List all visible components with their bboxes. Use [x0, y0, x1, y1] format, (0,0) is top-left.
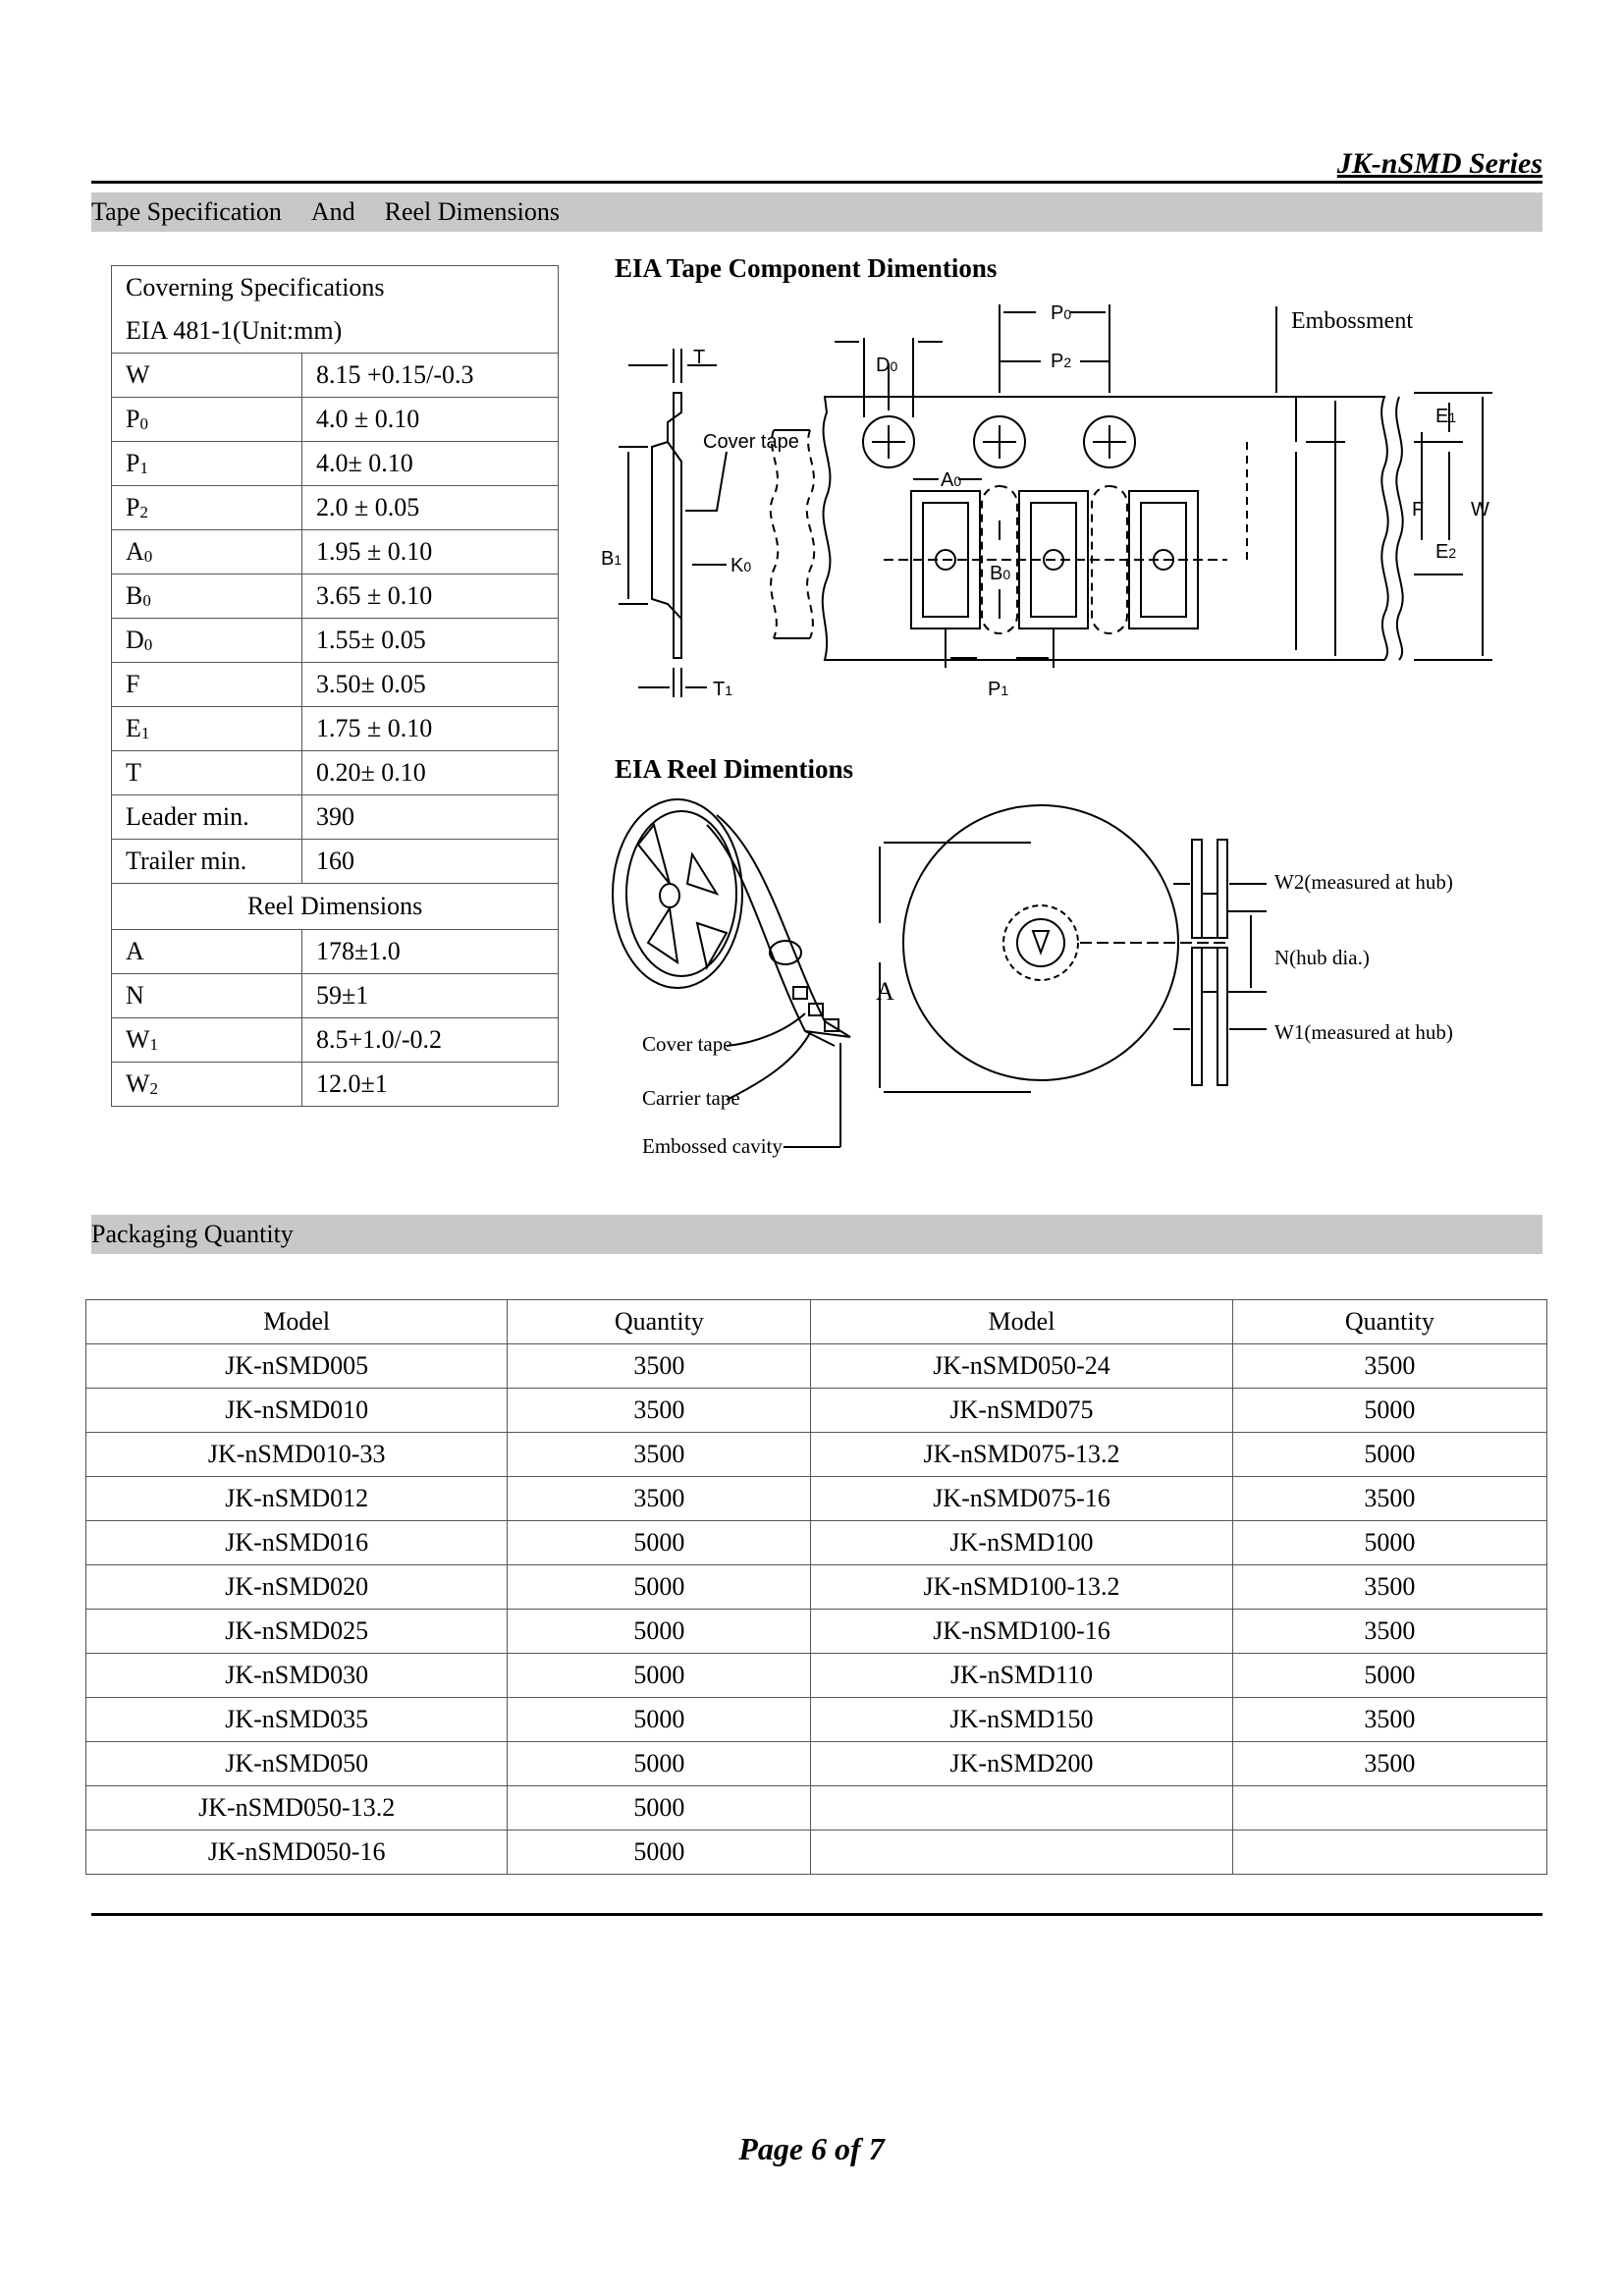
- quantity-cell: 3500: [1232, 1610, 1546, 1654]
- spec-param: F: [126, 670, 140, 698]
- tape-label-E2: E: [1435, 541, 1449, 563]
- model-cell: JK-nSMD005: [86, 1344, 508, 1389]
- svg-text:P0: [1051, 302, 1071, 324]
- model-cell: JK-nSMD050-24: [811, 1344, 1232, 1389]
- spec-param-cell: [112, 707, 302, 751]
- spec-param: N: [126, 981, 144, 1010]
- quantity-cell: 3500: [508, 1344, 811, 1389]
- spec-row: [112, 840, 559, 884]
- series-title: JK-nSMD Series: [1336, 147, 1542, 180]
- spec-param-cell: [112, 930, 302, 974]
- spec-row: [112, 751, 559, 795]
- quantity-cell: 5000: [508, 1654, 811, 1698]
- spec-param: A: [126, 937, 144, 965]
- spec-param: D: [126, 626, 144, 654]
- spec-value: 4.0± 0.10: [302, 442, 559, 486]
- tape-label-D0: D: [876, 355, 891, 376]
- model-cell: JK-nSMD050-16: [86, 1831, 508, 1875]
- reel-row: [112, 1063, 559, 1107]
- spec-param-cell: [112, 442, 302, 486]
- model-cell: [811, 1831, 1232, 1875]
- model-cell: JK-nSMD150: [811, 1698, 1232, 1742]
- spec-row: [112, 619, 559, 663]
- spec-param-sub: 2: [149, 1079, 159, 1098]
- page-number: Page 6 of 7: [738, 2131, 885, 2166]
- reel-label-cover-tape: Cover tape: [642, 1032, 732, 1056]
- tape-diagram: [599, 295, 1522, 707]
- tape-label-K0: K: [730, 555, 744, 576]
- spec-param: T: [126, 758, 141, 787]
- model-cell: JK-nSMD075: [811, 1389, 1232, 1433]
- spec-row: [112, 354, 559, 398]
- spec-param: A: [126, 537, 144, 566]
- quantity-cell: 5000: [508, 1831, 811, 1875]
- spec-value: 2.0 ± 0.05: [302, 486, 559, 530]
- spec-param-sub: 1: [140, 724, 150, 742]
- section-title-part1: Tape Specification: [91, 197, 282, 226]
- model-cell: JK-nSMD016: [86, 1521, 508, 1565]
- packaging-header-row: [86, 1300, 1547, 1344]
- model-cell: JK-nSMD050-13.2: [86, 1786, 508, 1831]
- tape-label-cover-tape: Cover tape: [703, 431, 799, 453]
- table-row: [86, 1610, 1547, 1654]
- spec-param-cell: [112, 530, 302, 574]
- quantity-cell: 5000: [508, 1610, 811, 1654]
- svg-text:A0: [941, 469, 961, 491]
- table-row: [86, 1433, 1547, 1477]
- table-row: [86, 1477, 1547, 1521]
- tape-label-A0-sub: 0: [953, 473, 962, 489]
- svg-text:E1: [1435, 406, 1456, 427]
- tape-label-P2: P: [1051, 351, 1064, 372]
- column-header-quantity: Quantity: [508, 1300, 811, 1344]
- spec-param-cell: [112, 1018, 302, 1063]
- spec-param-cell: [112, 1063, 302, 1107]
- spec-value: 8.15 +0.15/-0.3: [302, 354, 559, 398]
- svg-text:P1: [988, 679, 1008, 700]
- reel-dimensions-header: Reel Dimensions: [112, 884, 559, 930]
- spec-param-cell: [112, 840, 302, 884]
- tape-label-P0: P: [1051, 302, 1064, 324]
- quantity-cell: 5000: [508, 1786, 811, 1831]
- quantity-cell: 3500: [508, 1433, 811, 1477]
- model-cell: JK-nSMD012: [86, 1477, 508, 1521]
- tape-label-D0-sub: 0: [890, 358, 898, 374]
- model-cell: JK-nSMD100-16: [811, 1610, 1232, 1654]
- section-bar-packaging: [91, 1215, 1542, 1254]
- spec-param: B: [126, 581, 143, 610]
- spec-table: [111, 265, 559, 1107]
- model-cell: JK-nSMD010: [86, 1389, 508, 1433]
- column-header-model: Model: [811, 1300, 1232, 1344]
- svg-text:T1: [713, 679, 732, 700]
- quantity-cell: 3500: [1232, 1565, 1546, 1610]
- footer-rule: [91, 1913, 1542, 1916]
- quantity-cell: 5000: [1232, 1521, 1546, 1565]
- tape-label-B0: B: [990, 563, 1003, 584]
- packaging-section-title: Packaging Quantity: [91, 1220, 294, 1248]
- tape-label-T: T: [693, 347, 706, 368]
- quantity-cell: 3500: [508, 1389, 811, 1433]
- reel-label-w2: W2(measured at hub): [1274, 870, 1453, 894]
- tape-label-P1: P: [988, 679, 1001, 700]
- quantity-cell: 5000: [508, 1742, 811, 1786]
- spec-param-sub: 2: [139, 503, 148, 521]
- quantity-cell: 5000: [508, 1698, 811, 1742]
- reel-label-A: A: [876, 977, 894, 1006]
- quantity-cell: [1232, 1786, 1546, 1831]
- quantity-cell: 3500: [1232, 1344, 1546, 1389]
- spec-header-row: [112, 266, 559, 354]
- spec-param-sub: 0: [143, 635, 153, 654]
- svg-text:T: [693, 347, 705, 368]
- reel-label-n: N(hub dia.): [1274, 946, 1370, 969]
- spec-value: 1.75 ± 0.10: [302, 707, 559, 751]
- spec-param-sub: 0: [142, 591, 151, 610]
- table-row: [86, 1786, 1547, 1831]
- quantity-cell: 3500: [1232, 1477, 1546, 1521]
- tape-side-profile: [668, 393, 681, 658]
- tape-figure-title: EIA Tape Component Dimentions: [615, 253, 998, 283]
- quantity-cell: 5000: [508, 1565, 811, 1610]
- spec-param-sub: 1: [139, 459, 148, 477]
- section-title-part2: And: [310, 197, 355, 226]
- spec-param-cell: [112, 574, 302, 619]
- svg-text:D0: [876, 355, 897, 376]
- spec-param-cell: [112, 354, 302, 398]
- tape-label-T1: T: [713, 679, 726, 700]
- quantity-cell: 5000: [508, 1521, 811, 1565]
- quantity-cell: [1232, 1831, 1546, 1875]
- spec-param-cell: [112, 795, 302, 840]
- header-rule: [91, 181, 1542, 184]
- spec-param: W: [126, 1069, 150, 1098]
- packaging-table: [85, 1299, 1547, 1875]
- spec-header-line2: EIA 481-1(Unit:mm): [126, 316, 343, 345]
- tape-label-P0-sub: 0: [1063, 306, 1072, 322]
- spec-value: 59±1: [302, 974, 559, 1018]
- spec-row: [112, 795, 559, 840]
- tape-label-E1-sub: 1: [1448, 410, 1457, 425]
- model-cell: JK-nSMD100: [811, 1521, 1232, 1565]
- reel-row: [112, 974, 559, 1018]
- spec-value: 1.55± 0.05: [302, 619, 559, 663]
- tape-label-F: F: [1412, 499, 1425, 520]
- reel-label-carrier-tape: Carrier tape: [642, 1086, 740, 1110]
- quantity-cell: 5000: [1232, 1389, 1546, 1433]
- spec-row: [112, 707, 559, 751]
- spec-value: 390: [302, 795, 559, 840]
- svg-text:E2: [1435, 541, 1456, 563]
- spec-value: 12.0±1: [302, 1063, 559, 1107]
- model-cell: JK-nSMD010-33: [86, 1433, 508, 1477]
- svg-text:P2: [1051, 351, 1071, 372]
- spec-row: [112, 663, 559, 707]
- quantity-cell: 3500: [1232, 1742, 1546, 1786]
- spec-param-cell: [112, 751, 302, 795]
- spec-row: [112, 574, 559, 619]
- spec-row: [112, 486, 559, 530]
- table-row: [86, 1654, 1547, 1698]
- spec-row: [112, 530, 559, 574]
- spec-row: [112, 398, 559, 442]
- table-row: [86, 1742, 1547, 1786]
- table-row: [86, 1521, 1547, 1565]
- spec-value: 4.0 ± 0.10: [302, 398, 559, 442]
- section-bar-tape-spec: [91, 192, 1542, 232]
- spec-param-cell: [112, 619, 302, 663]
- spec-param: P: [126, 405, 140, 433]
- reel-figure-title: EIA Reel Dimentions: [615, 754, 853, 784]
- model-cell: JK-nSMD075-13.2: [811, 1433, 1232, 1477]
- section-title-part3: Reel Dimensions: [384, 197, 560, 226]
- spec-value: 1.95 ± 0.10: [302, 530, 559, 574]
- tape-label-A0: A: [941, 469, 954, 491]
- tape-label-T1-sub: 1: [725, 683, 733, 698]
- spec-param-sub: 0: [139, 414, 148, 433]
- tape-label-B1-sub: 1: [614, 552, 622, 568]
- tape-label-E1: E: [1435, 406, 1449, 427]
- spec-param: W: [126, 360, 150, 389]
- model-cell: JK-nSMD035: [86, 1698, 508, 1742]
- tape-label-W: W: [1471, 499, 1489, 520]
- spec-param-sub: 1: [149, 1035, 159, 1054]
- reel-label-w1: W1(measured at hub): [1274, 1020, 1453, 1044]
- svg-text:B0: [990, 563, 1010, 584]
- spec-param: P: [126, 493, 140, 521]
- spec-param: P: [126, 449, 140, 477]
- reel-row: [112, 930, 559, 974]
- model-cell: JK-nSMD025: [86, 1610, 508, 1654]
- svg-text:K0: [730, 555, 751, 576]
- reel-label-embossed-cavity: Embossed cavity: [642, 1134, 783, 1158]
- spec-header-cell: [112, 266, 559, 354]
- spec-value: 8.5+1.0/-0.2: [302, 1018, 559, 1063]
- reel-diagram: [599, 786, 1502, 1159]
- spec-row: [112, 442, 559, 486]
- spec-value: 160: [302, 840, 559, 884]
- spec-value: 178±1.0: [302, 930, 559, 974]
- model-cell: [811, 1786, 1232, 1831]
- quantity-cell: 3500: [508, 1477, 811, 1521]
- model-cell: JK-nSMD020: [86, 1565, 508, 1610]
- model-cell: JK-nSMD100-13.2: [811, 1565, 1232, 1610]
- reel-header-row: [112, 884, 559, 930]
- spec-param: Trailer min.: [126, 847, 247, 875]
- table-row: [86, 1831, 1547, 1875]
- table-row: [86, 1698, 1547, 1742]
- spec-param-cell: [112, 974, 302, 1018]
- spec-param-cell: [112, 398, 302, 442]
- model-cell: JK-nSMD110: [811, 1654, 1232, 1698]
- spec-param-sub: 0: [143, 547, 153, 566]
- column-header-quantity: Quantity: [1232, 1300, 1546, 1344]
- model-cell: JK-nSMD200: [811, 1742, 1232, 1786]
- quantity-cell: 3500: [1232, 1698, 1546, 1742]
- tape-label-E2-sub: 2: [1448, 545, 1457, 561]
- spec-param-cell: [112, 486, 302, 530]
- tape-label-K0-sub: 0: [743, 559, 752, 574]
- svg-text:B1: [601, 548, 622, 570]
- table-row: [86, 1389, 1547, 1433]
- spec-param: W: [126, 1025, 150, 1054]
- tape-label-P1-sub: 1: [1001, 683, 1009, 698]
- spec-value: 3.65 ± 0.10: [302, 574, 559, 619]
- tape-label-embossment: Embossment: [1291, 308, 1413, 334]
- tape-label-B1: B: [601, 548, 615, 570]
- model-cell: JK-nSMD075-16: [811, 1477, 1232, 1521]
- tape-label-B0-sub: 0: [1002, 567, 1011, 582]
- table-row: [86, 1344, 1547, 1389]
- spec-param: Leader min.: [126, 802, 249, 831]
- table-row: [86, 1565, 1547, 1610]
- column-header-model: Model: [86, 1300, 508, 1344]
- model-cell: JK-nSMD030: [86, 1654, 508, 1698]
- spec-param-cell: [112, 663, 302, 707]
- model-cell: JK-nSMD050: [86, 1742, 508, 1786]
- reel-row: [112, 1018, 559, 1063]
- spec-value: 3.50± 0.05: [302, 663, 559, 707]
- spec-param: E: [126, 714, 141, 742]
- spec-value: 0.20± 0.10: [302, 751, 559, 795]
- quantity-cell: 5000: [1232, 1654, 1546, 1698]
- spec-header-line1: Coverning Specifications: [126, 273, 385, 301]
- tape-label-P2-sub: 2: [1063, 355, 1072, 370]
- quantity-cell: 5000: [1232, 1433, 1546, 1477]
- tape-body: [823, 397, 1388, 660]
